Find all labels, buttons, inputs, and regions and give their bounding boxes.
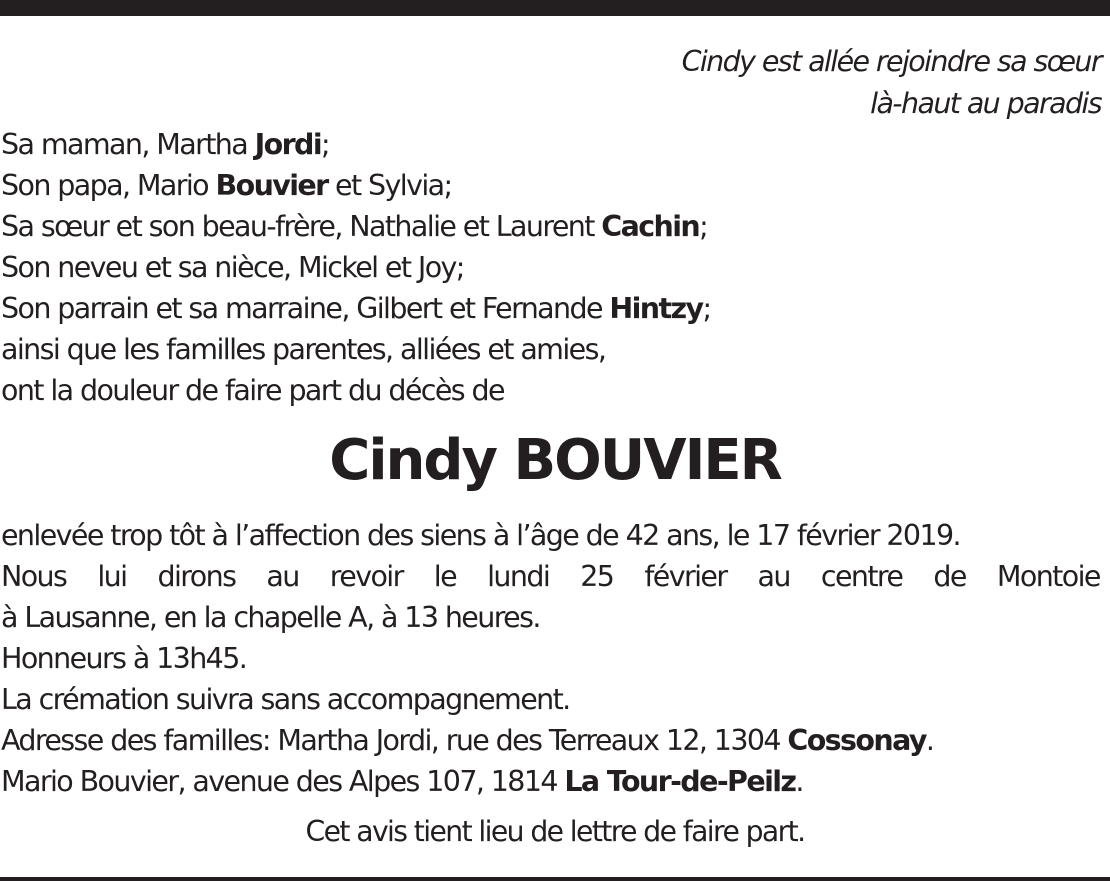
town-cossonay: Cossonay — [787, 724, 926, 757]
word: lui — [97, 560, 127, 593]
family-nephew: Son neveu et sa nièce, Mickel et Joy; — [1, 251, 464, 284]
word: le — [433, 560, 457, 593]
family-sister: Sa sœur et son beau-frère, Nathalie et Laurent Cachin; — [1, 210, 708, 243]
family-father: Son papa, Mario Bouvier et Sylvia; — [1, 169, 452, 202]
surname-bouvier: Bouvier — [215, 169, 328, 202]
details-line-1: enlevée trop tôt à l’affection des siens à l’âge de 42 ans, le 17 février 2019. — [1, 519, 960, 552]
word: centre — [820, 560, 903, 593]
family-relatives: ainsi que les familles parentes, alliées et amies, — [1, 333, 606, 366]
footer-note: Cet avis tient lieu de lettre de faire part. — [305, 815, 805, 848]
word: de — [933, 560, 966, 593]
details-line-3: à Lausanne, en la chapelle A, à 13 heures. — [1, 601, 540, 634]
address-line-2: Mario Bouvier, avenue des Alpes 107, 1814 La Tour-de-Peilz. — [1, 765, 803, 798]
word: dirons — [157, 560, 236, 593]
word: février — [644, 560, 727, 593]
details-line-2 — [1, 560, 1100, 593]
deceased-name: Cindy BOUVIER — [329, 428, 781, 493]
surname-cachin: Cachin — [601, 210, 700, 243]
word: 25 — [580, 560, 614, 593]
word: lundi — [487, 560, 550, 593]
surname-jordi: Jordi — [254, 128, 322, 161]
announcement: ont la douleur de faire part du décès de — [1, 374, 504, 407]
epitaph-line-1: Cindy est allée rejoindre sa sœur — [681, 45, 1101, 78]
town-la-tour-de-peilz: La Tour-de-Peilz — [564, 765, 796, 798]
honors-line: Honneurs à 13h45. — [1, 642, 247, 675]
surname-hintzy: Hintzy — [609, 292, 703, 325]
word: au — [266, 560, 299, 593]
word: revoir — [329, 560, 403, 593]
word: au — [757, 560, 790, 593]
family-godparents: Son parrain et sa marraine, Gilbert et Fernande Hintzy; — [1, 292, 711, 325]
top-rule — [0, 0, 1110, 16]
bottom-rule — [0, 877, 1110, 881]
cremation-line: La crémation suivra sans accompagnement. — [1, 683, 570, 716]
word: Montoie — [996, 560, 1100, 593]
address-line-1: Adresse des familles: Martha Jordi, rue des Terreaux 12, 1304 Cossonay. — [1, 724, 934, 757]
word: Nous — [1, 560, 67, 593]
family-mother: Sa maman, Martha Jordi; — [1, 128, 330, 161]
epitaph-line-2: là-haut au paradis — [870, 87, 1101, 120]
